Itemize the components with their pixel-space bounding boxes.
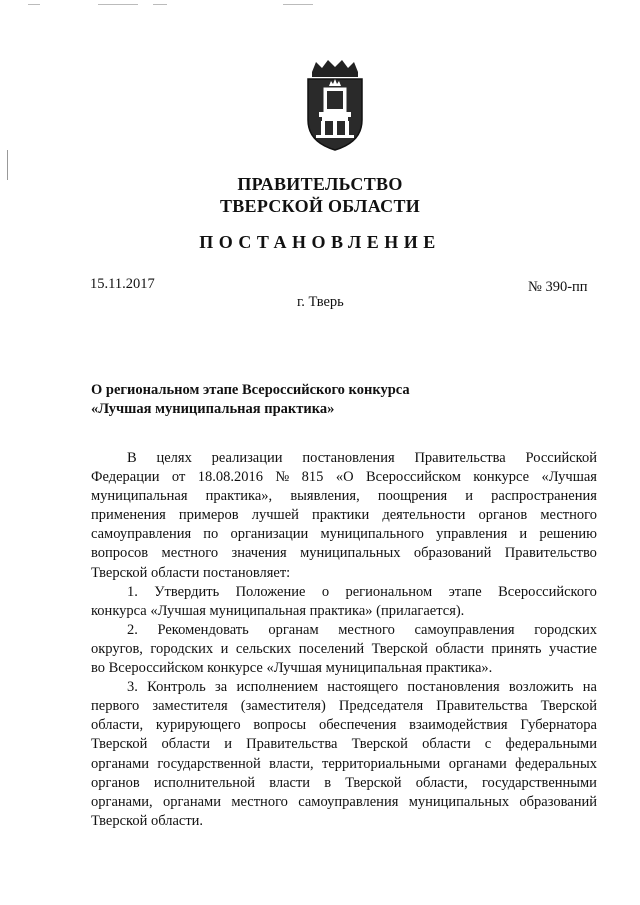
body-word: федеральными — [505, 736, 597, 753]
body-word: с — [484, 736, 492, 753]
body-word: муниципальных — [408, 793, 510, 810]
body-word: Тверской — [91, 736, 148, 753]
body-word: 1. — [127, 583, 138, 600]
body-word: Утвердить — [154, 583, 220, 600]
body-word: области, — [415, 774, 468, 791]
body-word: органов — [478, 507, 528, 524]
body-word: власти, — [269, 755, 314, 772]
body-word: местного — [338, 621, 395, 638]
body-word: Рекомендовать — [157, 621, 249, 638]
body-word: Тверской — [345, 774, 402, 791]
body-word: органами — [162, 793, 221, 810]
body-word: «О — [335, 469, 354, 486]
body-word: государственными — [481, 774, 597, 791]
body-line — [91, 583, 597, 602]
body-word: поощрения — [377, 488, 448, 505]
body-word: Российской — [525, 450, 597, 466]
body-line — [91, 525, 597, 544]
body-line — [91, 468, 597, 487]
decree-body — [91, 449, 597, 831]
decree-number: № 390-пп — [528, 279, 588, 295]
body-word: власти — [269, 774, 311, 791]
body-line — [91, 487, 597, 506]
body-word: В — [127, 450, 137, 466]
body-word: образований — [413, 545, 492, 562]
body-word: исполнением — [236, 679, 319, 696]
body-word: и — [519, 526, 528, 543]
body-word: самоуправления — [298, 793, 399, 810]
body-word: обеспечения — [318, 717, 397, 734]
body-word: 2. — [127, 621, 138, 638]
body-word: заместителя — [152, 698, 228, 715]
body-line-text: Тверской области. — [91, 812, 204, 829]
body-line — [91, 793, 597, 812]
body-line — [91, 602, 597, 621]
body-word: выявления, — [290, 488, 360, 505]
body-word: целях — [156, 450, 192, 466]
body-word: постановления — [302, 450, 395, 466]
document-type-title: ПОСТАНОВЛЕНИЕ — [199, 232, 441, 252]
body-word: реализации — [211, 450, 283, 466]
body-word: управления — [436, 526, 508, 543]
body-word: за — [215, 679, 228, 696]
body-line — [91, 735, 597, 754]
body-line-text: конкурса «Лучшая муниципальная практика» (прилагается). — [91, 602, 465, 619]
body-word: органами — [91, 755, 150, 772]
body-word: (заместителя) — [240, 698, 326, 715]
tver-coat-of-arms-icon — [302, 58, 368, 152]
government-name-line-2: ТВЕРСКОЙ ОБЛАСТИ — [219, 196, 421, 216]
decree-subject — [91, 381, 451, 419]
body-line — [91, 755, 597, 774]
body-word: округов, — [91, 640, 143, 657]
body-line — [91, 774, 597, 793]
body-word: постановления — [407, 679, 500, 696]
body-word: конкурсе — [473, 469, 530, 486]
body-word: первого — [91, 698, 140, 715]
body-line — [91, 564, 597, 583]
body-word: муниципального — [320, 526, 424, 543]
body-line — [91, 716, 597, 735]
government-name-line-1: ПРАВИТЕЛЬСТВО — [237, 174, 403, 194]
body-word: настоящего — [327, 679, 399, 696]
body-line — [91, 640, 597, 659]
body-word: лучшей — [251, 507, 299, 524]
body-word: федеральных — [515, 755, 597, 772]
body-word: практика», — [205, 488, 273, 505]
issue-city: г. Тверь — [297, 294, 344, 310]
body-word: организации — [230, 526, 309, 543]
body-word: муниципальных — [300, 545, 401, 562]
body-word: области — [422, 736, 471, 753]
body-word: и — [220, 640, 229, 657]
body-word: образований — [519, 793, 597, 810]
body-word: 815 — [301, 469, 324, 486]
body-word: сельских — [235, 640, 292, 657]
body-word: и — [465, 488, 474, 505]
body-word: взаимодействия — [409, 717, 508, 734]
body-word: местного — [540, 507, 597, 524]
body-word: и — [224, 736, 232, 753]
body-word: 18.08.2016 — [197, 469, 263, 486]
body-word: городских — [150, 640, 214, 657]
body-word: органами — [448, 755, 507, 772]
body-word: органов — [91, 774, 140, 791]
body-word: муниципальная — [91, 488, 188, 505]
body-word: вопросы — [253, 717, 307, 734]
body-word: Председателя — [338, 698, 424, 715]
body-line — [91, 621, 597, 640]
body-word: государственной — [157, 755, 261, 772]
body-word: курирующего — [155, 717, 241, 734]
body-word: Правительства — [414, 450, 506, 466]
body-word: в — [324, 774, 332, 791]
body-word: вопросов — [91, 545, 149, 562]
body-word: 3. — [127, 679, 138, 696]
body-word: участие — [548, 640, 597, 657]
body-word: значения — [231, 545, 287, 562]
body-word: органам — [268, 621, 319, 638]
body-word: Федерации — [91, 469, 160, 486]
body-line — [91, 697, 597, 716]
body-word: городских — [534, 621, 597, 638]
body-line — [91, 659, 597, 678]
body-word: Правительства — [246, 736, 338, 753]
body-word: Губернатора — [520, 717, 597, 734]
body-word: распространения — [491, 488, 597, 505]
body-word: Правительства — [436, 698, 528, 715]
body-line — [91, 544, 597, 563]
body-word: области, — [91, 717, 144, 734]
body-line — [91, 506, 597, 525]
body-word: по — [203, 526, 219, 543]
body-word: применения — [91, 507, 166, 524]
body-word: Правительство — [504, 545, 597, 562]
body-word: местного — [161, 545, 219, 562]
body-word: территориальными — [322, 755, 441, 772]
body-word: Тверской — [351, 736, 408, 753]
body-word: решению — [539, 526, 597, 543]
body-word: принять — [491, 640, 542, 657]
body-word: деятельности — [382, 507, 466, 524]
body-word: самоуправления — [414, 621, 515, 638]
body-word: Контроль — [147, 679, 206, 696]
body-word: № — [275, 469, 290, 486]
body-word: от — [171, 469, 186, 486]
body-word: примеров — [178, 507, 239, 524]
body-word: местного — [231, 793, 288, 810]
scan-artifacts — [28, 2, 328, 8]
body-line — [91, 449, 597, 468]
body-word: возложить — [508, 679, 574, 696]
body-word: области — [161, 736, 211, 753]
body-word: этапе — [448, 583, 482, 600]
body-word: «Лучшая — [541, 469, 597, 486]
body-word: Тверской — [371, 640, 428, 657]
body-word: Положение — [235, 583, 306, 600]
subject-line-2: «Лучшая муниципальная практика» — [91, 401, 335, 417]
body-line-text: Тверской области постановляет: — [91, 564, 291, 581]
body-word: области — [435, 640, 484, 657]
body-word: поселений — [298, 640, 365, 657]
body-word: практики — [312, 507, 370, 524]
body-word: о — [321, 583, 330, 600]
body-word: Тверской — [540, 698, 597, 715]
body-word: самоуправления — [91, 526, 192, 543]
body-word: на — [582, 679, 597, 696]
subject-line-1: О региональном этапе Всероссийского конкурса — [91, 382, 410, 398]
body-line — [91, 678, 597, 697]
body-word: исполнительной — [153, 774, 256, 791]
body-line-text: во Всероссийском конкурсе «Лучшая муниципальная практика». — [91, 660, 493, 677]
body-word: Всероссийском — [366, 469, 461, 486]
body-word: органами, — [91, 793, 153, 810]
body-line — [91, 812, 597, 831]
body-word: Всероссийского — [498, 583, 597, 600]
body-word: региональном — [345, 583, 433, 600]
decree-date: 15.11.2017 — [90, 276, 155, 292]
